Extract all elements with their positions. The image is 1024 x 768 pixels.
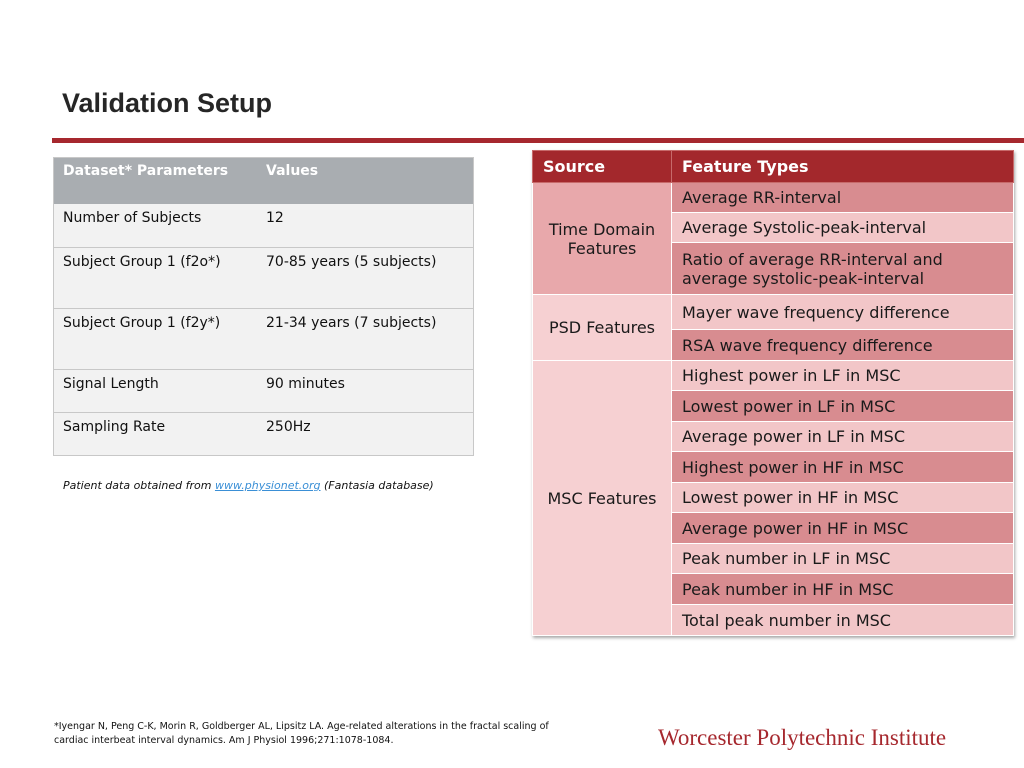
source-time-domain: Time Domain Features xyxy=(533,183,672,295)
feature-item: Average RR-interval xyxy=(672,183,1014,213)
source-msc: MSC Features xyxy=(533,361,672,636)
note-suffix: (Fantasia database) xyxy=(320,479,434,492)
table-row xyxy=(533,183,1014,213)
feature-item: Total peak number in MSC xyxy=(672,605,1014,636)
title-divider xyxy=(52,138,1024,143)
feature-item: Average Systolic-peak-interval xyxy=(672,213,1014,243)
page-title: Validation Setup xyxy=(62,88,273,118)
dataset-param: Subject Group 1 (f2y*) xyxy=(53,308,256,369)
features-header-source: Source xyxy=(533,151,672,183)
dataset-value: 12 xyxy=(256,204,474,247)
dataset-header-row xyxy=(53,157,474,204)
dataset-header-parameters: Dataset* Parameters xyxy=(53,157,256,204)
dataset-param: Subject Group 1 (f2o*) xyxy=(53,247,256,308)
note-prefix: Patient data obtained from xyxy=(63,479,215,492)
dataset-value: 21-34 years (7 subjects) xyxy=(256,308,474,369)
feature-item: Peak number in LF in MSC xyxy=(672,544,1014,574)
dataset-table xyxy=(53,157,474,455)
table-row xyxy=(533,361,1014,391)
dataset-param: Sampling Rate xyxy=(53,412,256,455)
dataset-param: Number of Subjects xyxy=(53,204,256,247)
feature-item: Lowest power in LF in MSC xyxy=(672,391,1014,422)
table-row xyxy=(53,308,474,369)
source-psd: PSD Features xyxy=(533,295,672,361)
feature-item: Highest power in LF in MSC xyxy=(672,361,1014,391)
dataset-value: 90 minutes xyxy=(256,369,474,412)
feature-item: Ratio of average RR-interval and average systolic-peak-interval xyxy=(672,243,1014,295)
features-header-types: Feature Types xyxy=(672,151,1014,183)
feature-item: Lowest power in HF in MSC xyxy=(672,483,1014,513)
feature-item: Average power in HF in MSC xyxy=(672,513,1014,544)
dataset-param: Signal Length xyxy=(53,369,256,412)
feature-item: RSA wave frequency difference xyxy=(672,330,1014,361)
features-table xyxy=(532,150,1014,636)
features-header-row xyxy=(533,151,1014,183)
table-row xyxy=(53,204,474,247)
reference-footnote: *Iyengar N, Peng C-K, Morin R, Goldberger AL, Lipsitz LA. Age-related alterations in the fractal scaling of cardiac interbeat interval dynamics. Am J Physiol 1996;271:1078-1084. xyxy=(54,721,549,746)
dataset-header-values: Values xyxy=(256,157,474,204)
dataset-value: 250Hz xyxy=(256,412,474,455)
table-row xyxy=(53,412,474,455)
table-row xyxy=(53,369,474,412)
feature-item: Mayer wave frequency difference xyxy=(672,295,1014,330)
data-source-note xyxy=(63,479,434,492)
feature-item: Peak number in HF in MSC xyxy=(672,574,1014,605)
feature-item: Average power in LF in MSC xyxy=(672,422,1014,452)
dataset-value: 70-85 years (5 subjects) xyxy=(256,247,474,308)
institution-logo-text: Worcester Polytechnic Institute xyxy=(658,725,947,750)
table-row xyxy=(533,295,1014,330)
physionet-link[interactable]: www.physionet.org xyxy=(214,479,321,492)
feature-item: Highest power in HF in MSC xyxy=(672,452,1014,483)
table-row xyxy=(53,247,474,308)
